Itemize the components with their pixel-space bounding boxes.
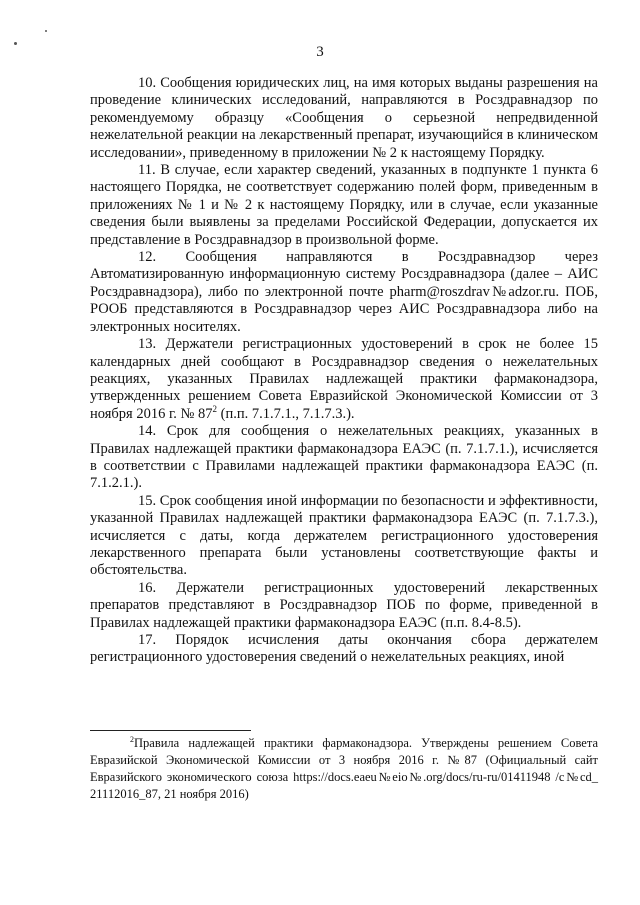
paragraph-14: 14. Срок для сообщения о нежелательных реакциях, указанных в Правилах надлежащей практики фармаконадзора ЕАЭС (п. 7.1.7.1.), исчисляется в соответствии с Правилами надлежащей практики фармаконадзора ЕАЭС (п. 7.1.2.1.).: [90, 423, 598, 492]
paragraph-16: 16. Держатели регистрационных удостоверений лекарственных препаратов представляют в Росздравнадзор ПОБ по форме, приведенной в Правилах надлежащей практики фармаконадзора ЕАЭС (п.п. 8.4-8.5).: [90, 579, 598, 631]
paragraph-13-text-end: (п.п. 7.1.7.1., 7.1.7.3.).: [216, 405, 355, 422]
footnote-divider: [90, 730, 251, 731]
paragraph-12: 12. Сообщения направляются в Росздравнадзор через Автоматизированную информационную систему Росздравнадзора (далее – АИС Росздравнадзора), либо по электронной почте pharm@roszdrav№adzor.ru. ПОБ, РООБ представляются в Росздравнадзор через АИС Росздравнадзора либо на электронных носителях.: [90, 249, 598, 335]
footnote-marker: 2: [130, 734, 134, 744]
page-number: 3: [316, 44, 324, 60]
footnote: [90, 735, 598, 803]
paragraph-15: 15. Срок сообщения иной информации по безопасности и эффективности, указанной Правилах надлежащей практики фармаконадзора ЕАЭС (п. 7.1.7.3.), исчисляется с даты, когда держателем регистрационного удостоверения лекарственного препарата были установлены соответствующие факты и обстоятельства.: [90, 492, 598, 579]
paragraph-13-text: 13. Держатели регистрационных удостоверений в срок не более 15 календарных дней сообщают в Росздравнадзор сведения о нежелательных реакциях, указанных Правилах надлежащей практики фармаконадзора, утвержденных решением Совета Евразийской Экономической Комиссии от 3 ноября 2016 г. № 87: [90, 336, 598, 422]
paragraph-11: 11. В случае, если характер сведений, указанных в подпункте 1 пункта 6 настоящего Порядка, не соответствует содержанию полей форм, приведенным в приложениях № 1 и № 2 к настоящему Порядку, или в случае, если указанные сведения были выявлены за пределами Российской Федерации, допускается их представление в Росздравнадзор в произвольной форме.: [90, 162, 598, 248]
document-body: [90, 75, 598, 667]
footnote-reference: 2: [212, 403, 217, 414]
footnote-text: Правила надлежащей практики фармаконадзора. Утверждены решением Совета Евразийской Экономической Комиссии от 3 ноября 2016 г. №87 (Официальный сайт Евразийского экономического союза https://docs.eaeu№eio№.org/docs/ru-ru/01411948 /c№cd_ 21112016_87, 21 ноября 2016): [90, 736, 598, 801]
paragraph-17: 17. Порядок исчисления даты окончания сбора держателем регистрационного удостоверения сведений о нежелательных реакциях, иной: [90, 632, 598, 666]
paragraph-10: 10. Сообщения юридических лиц, на имя которых выданы разрешения на проведение клинических исследований, направляются в Росздравнадзор по рекомендуемому образцу «Сообщения о серьезной непредвиденной нежелательной реакции на лекарственный препарат, изучающийся в клиническом исследовании», приведенному в приложении № 2 к настоящему Порядку.: [90, 75, 598, 161]
paragraph-13: [90, 336, 598, 423]
